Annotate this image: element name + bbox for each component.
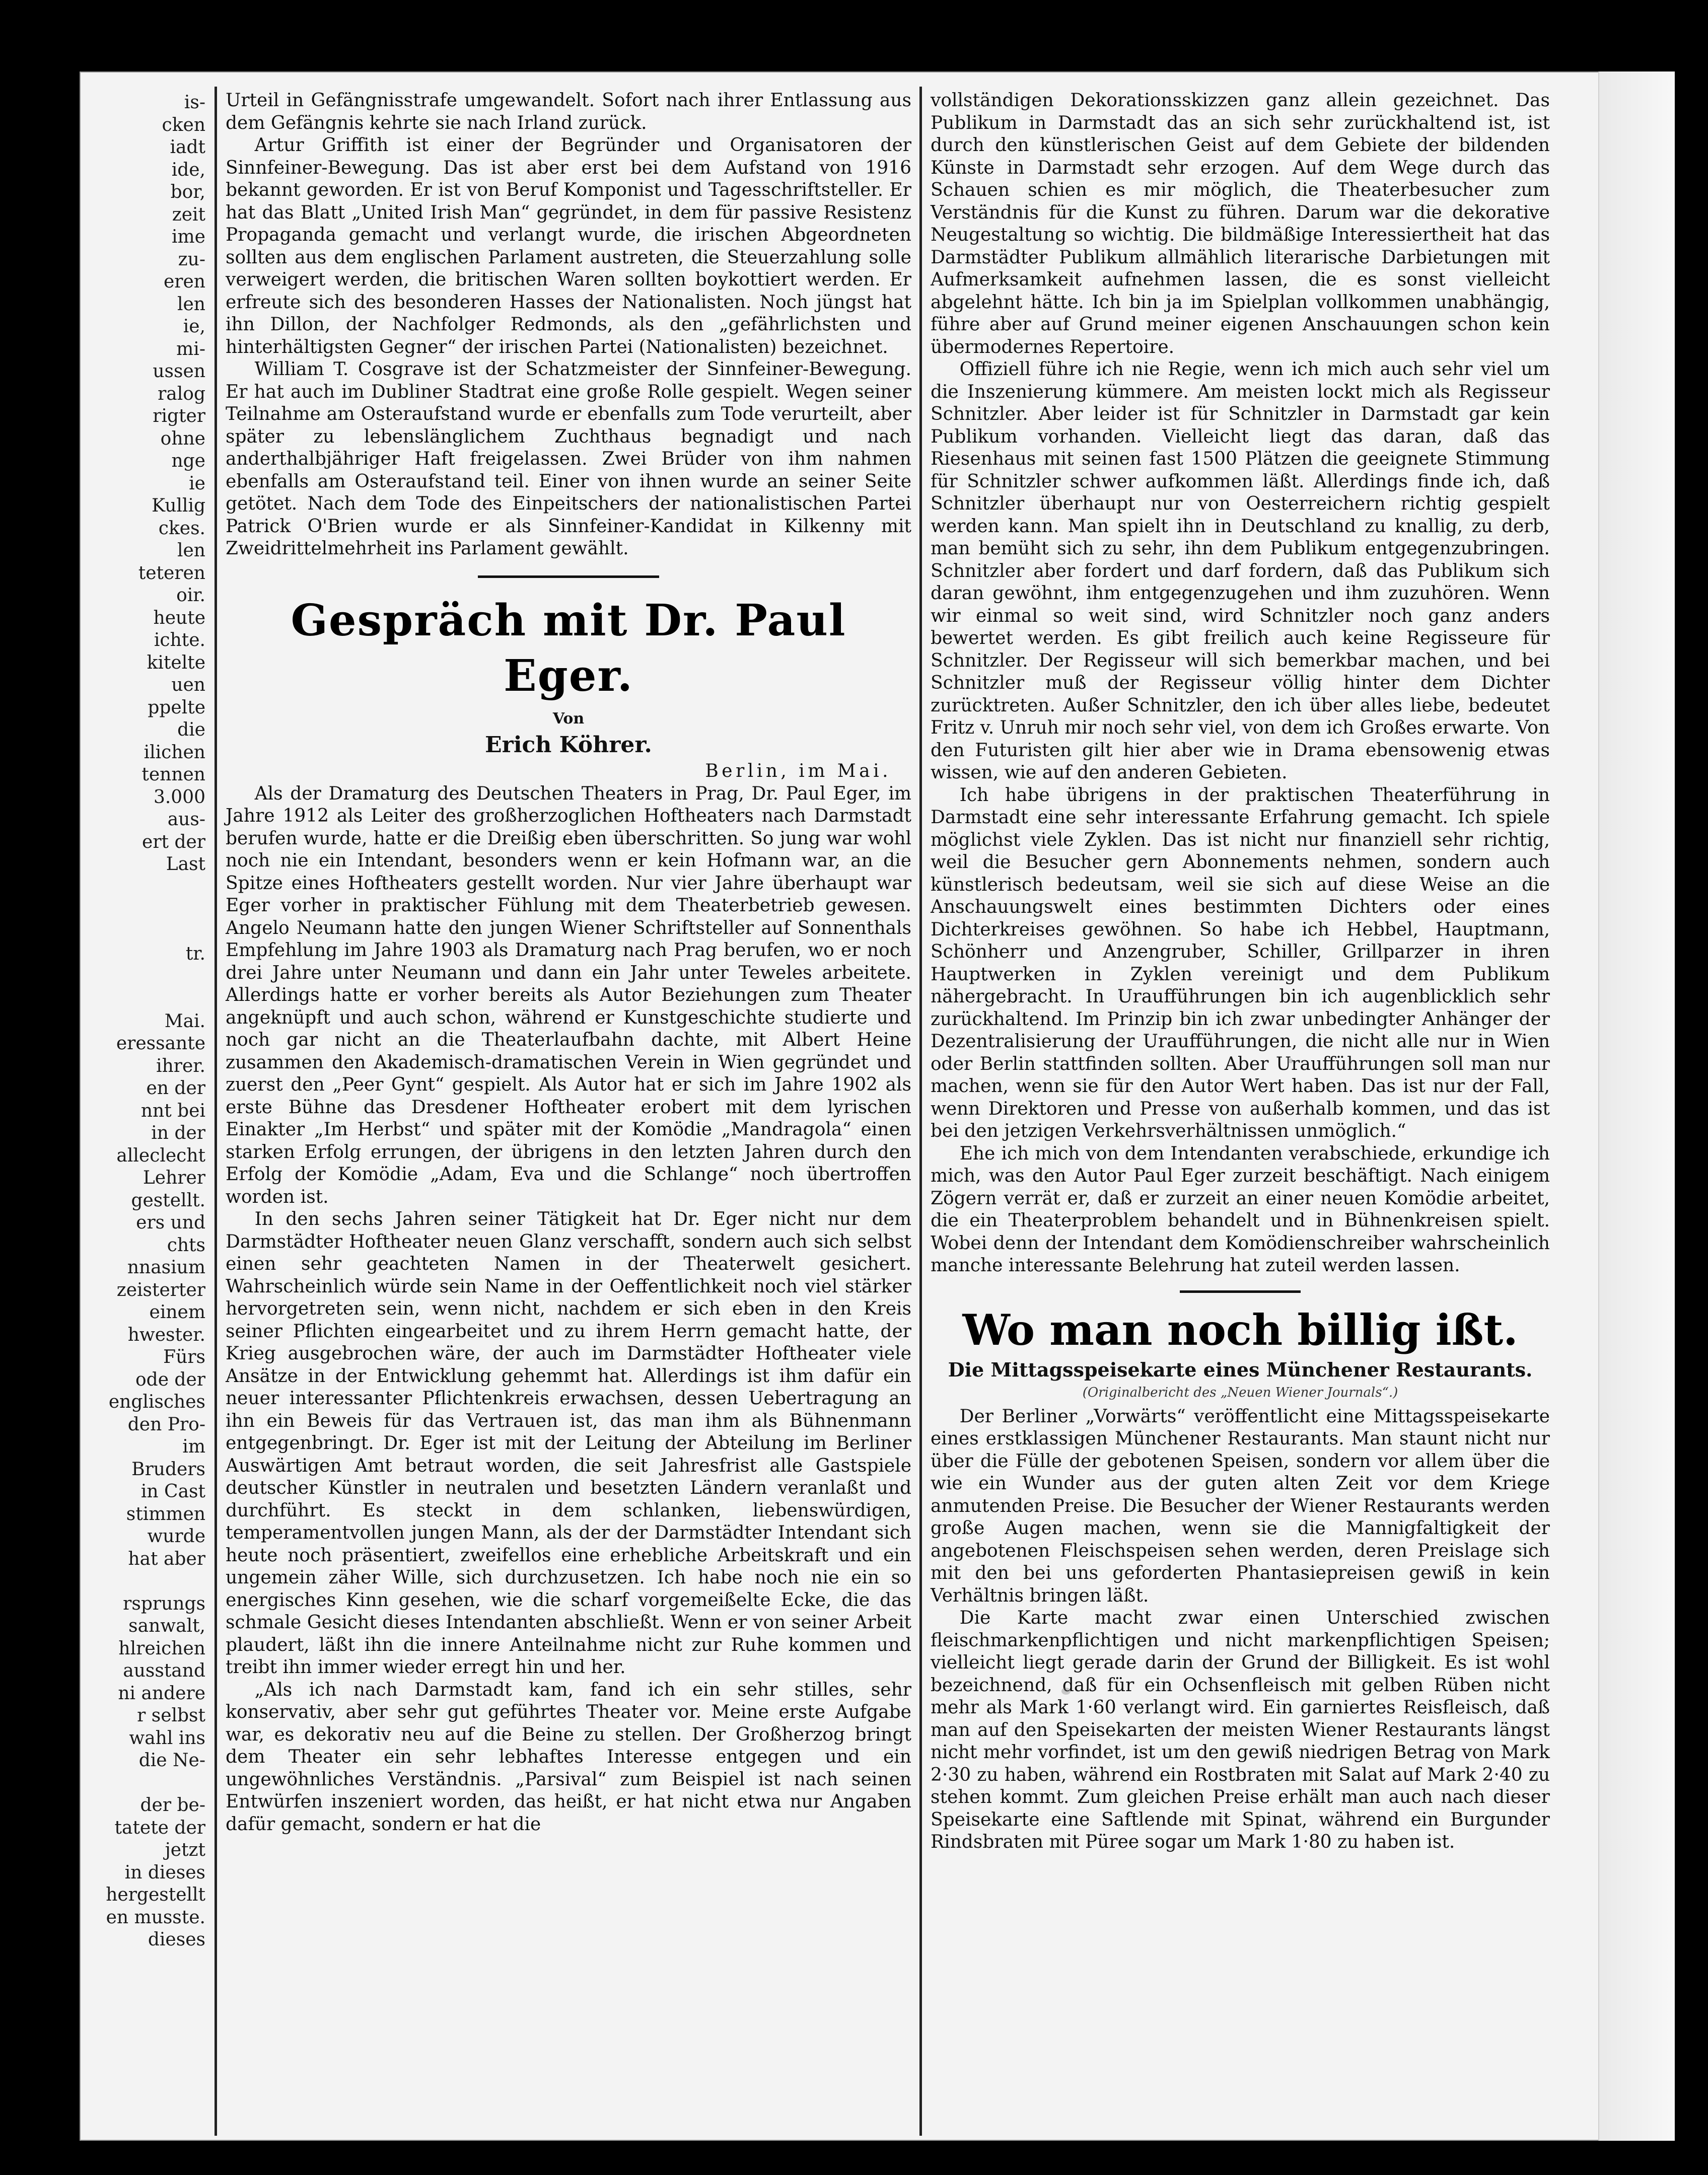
margin-fragment: Kullig [152, 495, 205, 516]
margin-fragment: Lehrer [143, 1168, 205, 1188]
margin-fragment: englisches [108, 1392, 205, 1412]
margin-fragment: gestellt. [131, 1190, 205, 1211]
column-rule-center [919, 87, 922, 2136]
margin-fragment [80, 966, 205, 988]
margin-fragment: die Ne- [138, 1750, 205, 1771]
paragraph: Die Karte macht zwar einen Unterschied zwischen fleischmarkenpflichtigen und nicht markenpflichtigen Speisen; vielleicht liegt gerade darin der Grund der Billigkeit. Es ist wohl bezeichnend, daß für ein Ochsenfleisch mit gelben Rüben nicht mehr als Mark 1·60 verlangt wird. Ein garniertes Reisfleisch, daß man auf den Speisekarten der meisten Wiener Restaurants längst nicht mehr vorfindet, ist um den gewiß niedrigen Betrag von Mark 2·30 zu haben, während ein Rostbraten mit Salat auf Mark 2·40 zu stehen kommt. Zum gleichen Preise erhält man auch nach dieser Speisekarte eine Saftlende mit Spinat, während ein Burgunder Rindsbraten mit Püree sogar um Mark 1·80 zu haben ist. [931, 1608, 1550, 1852]
margin-fragment: kitelte [147, 652, 205, 673]
margin-fragment: ers und [136, 1212, 205, 1233]
print-speck [1061, 1688, 1071, 1695]
margin-fragment [80, 1772, 205, 1795]
margin-fragment: heute [153, 607, 205, 628]
separator-rule [478, 575, 659, 578]
margin-fragment: ohne [160, 428, 205, 449]
margin-fragment: oir. [176, 585, 205, 606]
paragraph: William T. Cosgrave ist der Schatzmeister der Sinnfeiner-Bewegung. Er hat auch im Dubliner Stadtrat eine große Rolle gespielt. Wegen seiner Teilnahme am Osteraufstand wurde er ebenfalls zum Tode verurteilt, aber später zu lebenslänglichem Zuchthaus begnadigt und nach anderthalbjähriger Haft freigelassen. Zwei Brüder von ihm nahmen ebenfalls am Osteraufstand teil. Einer von ihnen wurde an seiner Seite getötet. Nach dem Tode des Einpeitschers der nationalistischen Partei Patrick O'Brien wurde er als Sinnfeiner-Kandidat in Kilkenny mit Zweidrittelmehrheit ins Parlament gewählt. [226, 359, 911, 559]
margin-fragment: uen [171, 675, 205, 695]
margin-fragment: die [177, 719, 205, 740]
paragraph: Urteil in Gefängnisstrafe umgewandelt. Sofort nach ihrer Entlassung aus dem Gefängnis kehrte sie nach Irland zurück. [226, 90, 911, 133]
article2-subtitle: Die Mittagsspeisekarte eines Münchener Restaurants. [948, 1358, 1533, 1381]
margin-fragment: ralog [158, 383, 205, 404]
margin-fragment: jetzt [165, 1840, 205, 1860]
paragraph: Ehe ich mich von dem Intendanten verabschiede, erkundige ich mich, was den Autor Paul Eger zurzeit beschäftigt. Nach einigem Zögern verrät er, daß er zurzeit an einer neuen Komödie arbeitet, die ein Theaterproblem behandelt und in Bühnenkreisen spielt. Wobei denn der Intendant dem Komödienschreiber wahrscheinlich manche interessante Belehrung hat zuteil werden lassen. [931, 1143, 1550, 1276]
margin-fragment: rigter [153, 406, 205, 426]
article2-source: (Originalbericht des „Neuen Wiener Journals“.) [1082, 1385, 1398, 1400]
margin-fragment: aus- [167, 809, 205, 830]
margin-fragment: den Pro- [127, 1414, 205, 1435]
paragraph: Offiziell führe ich nie Regie, wenn ich mich auch sehr viel um die Inszenierung kümmere. Am meisten lockt mich als Regisseur Schnitzler. Aber leider ist für Schnitzler in Darmstadt gar kein Publikum vorhanden. Vielleicht liegt das daran, daß das Riesenhaus mit seinen fast 1500 Plätzen die geeignete Stimmung für Schnitzler schwer aufkommen läßt. Allerdings finde ich, daß Schnitzler überhaupt nur von Oesterreichern richtig gespielt werden kann. Man spielt ihn in Deutschland zu knallig, zu derb, man bemüht sich zu sehr, ihn dem Publikum entgegenzubringen. Schnitzler aber fordert und darf fordern, daß das Publikum sich daran gewöhnt, ihm entgegenzugehen und ihm zuzuhören. Wenn wir einmal so weit sind, wird Schnitzler noch ganz anders bewertet werden. Es gibt freilich auch keine Regisseure für Schnitzler. Der Regisseur will sich bemerkbar machen, und bei Schnitzler muß der Regisseur völlig hinter dem Dichter zurücktreten. Außer Schnitzler, den ich über alles liebe, bedeutet Fritz v. Unruh mir noch sehr viel, von dem ich Großes erwarte. Von den Futuristen gilt hier aber wie in Drama ebensowenig etwas wissen, wie auf den anderen Gebieten. [931, 359, 1550, 783]
margin-fragment: ert der [142, 831, 205, 852]
newspaper-page [80, 71, 1675, 2141]
margin-fragment [80, 876, 205, 899]
page-edge-strip [1598, 71, 1675, 2141]
margin-fragment: einem [149, 1302, 205, 1323]
margin-fragment: tennen [141, 764, 205, 785]
margin-fragment: zeit [172, 204, 205, 225]
margin-fragment: cken [162, 114, 205, 135]
margin-fragment: ckes. [158, 518, 205, 539]
margin-fragment: der be- [140, 1795, 205, 1816]
paragraph: Als der Dramaturg des Deutschen Theaters in Prag, Dr. Paul Eger, im Jahre 1912 als Leiter des großherzoglichen Hoftheaters nach Darmstadt berufen wurde, hatte er die Dreißig eben überschritten. So jung war wohl noch nie ein Intendant, besonders wenn er kein Hofmann war, an die Spitze eines Hoftheaters gestellt worden. Nur vier Jahre überhaupt war Eger vorher in praktischer Fühlung mit dem Theaterbetrieb gewesen. Angelo Neumann hatte den jungen Wiener Schriftsteller auf Sonnenthals Empfehlung im Jahre 1903 als Dramaturg nach Prag berufen, wo er noch drei Jahre unter Neumann und dann ein Jahr unter Teweles arbeitete. Allerdings hatte er vorher bereits als Autor Beziehungen zum Theater angeknüpft und auch schon, während er Kunstgeschichte studierte und noch gar nicht an die Theaterlaufbahn dachte, mit Albert Heine zusammen den Akademisch-dramatischen Verein in Wien gegründet und zuerst den „Peer Gynt“ gespielt. Als Autor hat er sich im Jahre 1902 als erste Bühne das Dresdener Hoftheater erobert mit dem lyrischen Einakter „Im Herbst“ und später mit der Komödie „Mandragola“ einen starken Erfolg errungen, der übrigens in den letzten Jahren durch den Erfolg der Komödie „Adam, Eva und die Schlange“ noch übertroffen worden ist. [226, 783, 911, 1207]
margin-fragments [80, 92, 205, 1951]
margin-fragment [80, 921, 205, 944]
paragraph: In den sechs Jahren seiner Tätigkeit hat Dr. Eger nicht nur dem Darmstädter Hoftheater neuen Glanz verschafft, sondern auch sich selbst einen sehr geachteten Namen in der Theaterwelt gesichert. Wahrscheinlich würde sein Name in der Oeffentlichkeit noch viel stärker hervorgetreten sein, wenn nicht, nachdem er sich eben in den Kreis seiner Pflichten eingearbeitet und zu ihrem Herrn gemacht hatte, der Krieg ausgebrochen wäre, der auch im Darmstädter Hoftheater viele Ansätze in der Entwicklung gehemmt hat. Allerdings ist ihm dafür ein neuer interessanter Pflichtenkreis erwachsen, dessen Uebertragung an ihn ein Beweis für das Vertrauen ist, das man ihm als Bühnenmann entgegenbringt. Dr. Eger ist mit der Leitung der Abteilung im Berliner Auswärtigen Amt betraut worden, die seit Jahresfrist alle Gastspiele deutscher Künstler in neutralen und besetzten Ländern veranlaßt und durchführt. Es steckt in dem schlanken, liebenswürdigen, temperamentvollen jungen Mann, als der der Darmstädter Intendant sich heute noch präsentiert, zweifellos eine erhebliche Arbeitskraft und ein ungemein zäher Wille, sich durchzusetzen. Ich habe noch nie ein so energisches Kinn gesehen, wie die scharf vorgemeißelte Ecke, die das schmale Gesicht dieses Intendanten abschließt. Wenn er von seiner Arbeit plaudert, läßt ihn die innere Anteilnahme nicht zur Ruhe kommen und treibt ihn immer wieder erregt hin und her. [226, 1209, 911, 1678]
margin-fragment: hwester. [127, 1324, 205, 1345]
print-speck [1288, 1058, 1293, 1063]
right-column [931, 90, 1550, 1854]
margin-fragment: en musste. [106, 1907, 205, 1928]
margin-fragment: ihrer. [156, 1055, 205, 1076]
margin-fragment [80, 1570, 205, 1593]
margin-fragment: ode der [135, 1369, 205, 1390]
margin-fragment: in dieses [124, 1862, 205, 1883]
margin-fragment: nnasium [127, 1257, 205, 1278]
margin-fragment: Bruders [131, 1459, 205, 1480]
margin-fragment: wahl ins [129, 1727, 205, 1749]
margin-fragment: sanwalt, [128, 1616, 205, 1636]
paragraph: Der Berliner „Vorwärts“ veröffentlicht eine Mittagsspeisekarte eines erstklassigen Münchener Restaurants. Man staunt nicht nur über die Fülle der gebotenen Speisen, sondern vor allem über die wie ein Wunder aus der guten alten Zeit vor dem Kriege anmutenden Preise. Die Besucher der Wiener Restaurants werden große Augen machen, wenn sie die Mannigfaltigkeit der angebotenen Fleischspeisen sehen werden, deren Preislage sich mit den bei uns geforderten Phantasiepreisen gewiß in kein Verhältnis bringen läßt. [931, 1406, 1550, 1606]
margin-fragment: wurde [147, 1526, 205, 1547]
margin-fragment: rsprungs [123, 1593, 205, 1614]
margin-fragment: ausstand [123, 1660, 205, 1681]
margin-fragment: iadt [170, 137, 205, 158]
margin-fragment: eren [163, 271, 205, 292]
print-speck [1505, 1657, 1511, 1663]
margin-fragment: Mai. [164, 1010, 205, 1032]
margin-fragment: teteren [138, 562, 205, 584]
margin-fragment: mi- [176, 338, 205, 359]
margin-fragment: Last [166, 854, 205, 875]
paragraph: „Als ich nach Darmstadt kam, fand ich ein sehr stilles, sehr konservativ, aber sehr gut geführtes Theater vor. Meine erste Aufgabe war, es dekorativ neu auf die Beine zu stellen. Der Großherzog bringt dem Theater ein sehr lebhaftes Interesse entgegen und ein ungewöhnliches Verständnis. „Parsival“ zum Beispiel ist nach seinen Entwürfen inszeniert worden, das heißt, er hat nicht etwa nur Angaben dafür gemacht, sondern er hat die [226, 1679, 911, 1835]
column-rule-left [215, 87, 217, 2136]
article2-title: Wo man noch billig ißt. [962, 1304, 1518, 1355]
margin-fragment [80, 898, 205, 921]
margin-fragment: len [177, 294, 205, 315]
byline-von: Von [552, 709, 585, 728]
margin-fragment: bor, [170, 182, 205, 202]
margin-fragment: tr. [185, 944, 205, 964]
margin-fragment: stimmen [126, 1503, 205, 1525]
margin-fragment: hergestellt [106, 1884, 205, 1905]
margin-fragment [80, 988, 205, 1010]
margin-fragment: alleclecht [116, 1145, 205, 1166]
margin-fragment: ilichen [144, 742, 205, 763]
margin-fragment: in der [151, 1123, 205, 1143]
margin-fragment: nnt bei [140, 1100, 205, 1121]
margin-fragment: ussen [153, 361, 205, 382]
separator-rule [1180, 1290, 1301, 1293]
margin-fragment: zeisterter [116, 1279, 205, 1300]
margin-fragment: dieses [148, 1929, 205, 1950]
margin-fragment: hat aber [128, 1548, 205, 1569]
margin-fragment: tatete der [114, 1817, 205, 1838]
paragraph: Ich habe übrigens in der praktischen Theaterführung in Darmstadt eine sehr interessante Erfahrung gemacht. Ich spiele möglichst viele Zyklen. Das ist nicht nur finanziell sehr richtig, weil die Besucher gern Abonnements nehmen, sondern auch künstlerisch bedeutsam, weil sie sich auf diese Weise an die Anschauungswelt eines bestimmten Dichters oder eines Dichterkreises gewöhnen. So habe ich Hebbel, Hauptmann, Schönherr und Anzengruber, Schiller, Grillparzer in ihren Hauptwerken in Zyklen vereinigt und dem Publikum nähergebracht. In Uraufführungen bin ich augenblicklich sehr zurückhaltend. Im Prinzip bin ich zwar unbedingter Anhänger der Dezentralisierung der Uraufführungen, die nicht alle nur in Wien oder Berlin stattfinden sollten. Aber Uraufführungen soll man nur machen, wenn sie für den Autor Wert haben. Das ist nur der Fall, wenn Direktoren und Presse von außerhalb kommen, und das ist bei den jetzigen Verkehrsverhältnissen unmöglich.“ [931, 784, 1550, 1141]
margin-fragment: chts [167, 1235, 205, 1256]
margin-fragment: 3.000 [153, 786, 205, 808]
margin-fragment: ppelte [148, 697, 205, 718]
margin-fragment: is- [184, 92, 205, 113]
article-title: Gespräch mit Dr. Paul Eger. [291, 595, 846, 701]
margin-fragment: en der [146, 1078, 205, 1099]
margin-fragment: im [182, 1436, 205, 1457]
margin-fragment: ide, [171, 159, 205, 180]
margin-fragment: hlreichen [118, 1638, 205, 1659]
margin-fragment: zu- [178, 249, 205, 270]
margin-fragment: eressante [116, 1033, 205, 1054]
byline-author: Erich Köhrer. [485, 732, 652, 758]
paragraph: vollständigen Dekorationsskizzen ganz allein gezeichnet. Das Publikum in Darmstadt das an sich sehr zurückhaltend ist, ist durch den künstlerischen Geist auf dem Gebiete der bildenden Künste in Darmstadt sehr erzogen. Auf dem Wege durch das Schauen schien es mir möglich, die Theaterbesucher zum Verständnis für die Kunst zu führen. Darum war die dekorative Neugestaltung so wichtig. Die bildmäßige Interessiertheit hat das Darmstädter Publikum allmählich literarische Darbietungen mit Aufmerksamkeit aufnehmen lassen, die es sonst vielleicht abgelehnt hätte. Ich bin ja im Spielplan vollkommen unabhängig, führe aber auf Grund meiner eigenen Anschauungen schon kein übermodernes Repertoire. [931, 90, 1550, 357]
margin-fragment: Fürs [163, 1347, 205, 1367]
margin-fragment: in Cast [140, 1481, 205, 1502]
dateline: Berlin, im Mai. [705, 761, 891, 781]
margin-fragment: ime [172, 227, 205, 247]
paragraph: Artur Griffith ist einer der Begründer und Organisatoren der Sinnfeiner-Bewegung. Das ist aber erst bei dem Aufstand von 1916 bekannt geworden. Er ist von Beruf Komponist und Tagesschriftsteller. Er hat das Blatt „United Irish Man“ gegründet, in dem für passive Resistenz Propaganda gemacht und verlangt wurde, die irischen Abgeordneten sollten aus dem englischen Parlament austreten, die Steuerzahlung solle verweigert werden, die britischen Waren sollten boykottiert werden. Er erfreute sich des besonderen Hasses der Nationalisten. Noch jüngst hat ihn Dillon, der Nachfolger Redmonds, als den „gefährlichsten und hinterhältigsten Gegner“ der irischen Partei (Nationalisten) bezeichnet. [226, 135, 911, 357]
margin-fragment: ie, [183, 316, 205, 337]
margin-fragment: ni andere [118, 1683, 205, 1704]
margin-fragment: len [177, 540, 205, 561]
margin-fragment: r selbst [137, 1705, 205, 1726]
margin-fragment: nge [171, 451, 205, 471]
margin-fragment: ie [189, 473, 205, 494]
margin-fragment: ichte. [154, 630, 205, 650]
left-column [226, 90, 911, 1836]
